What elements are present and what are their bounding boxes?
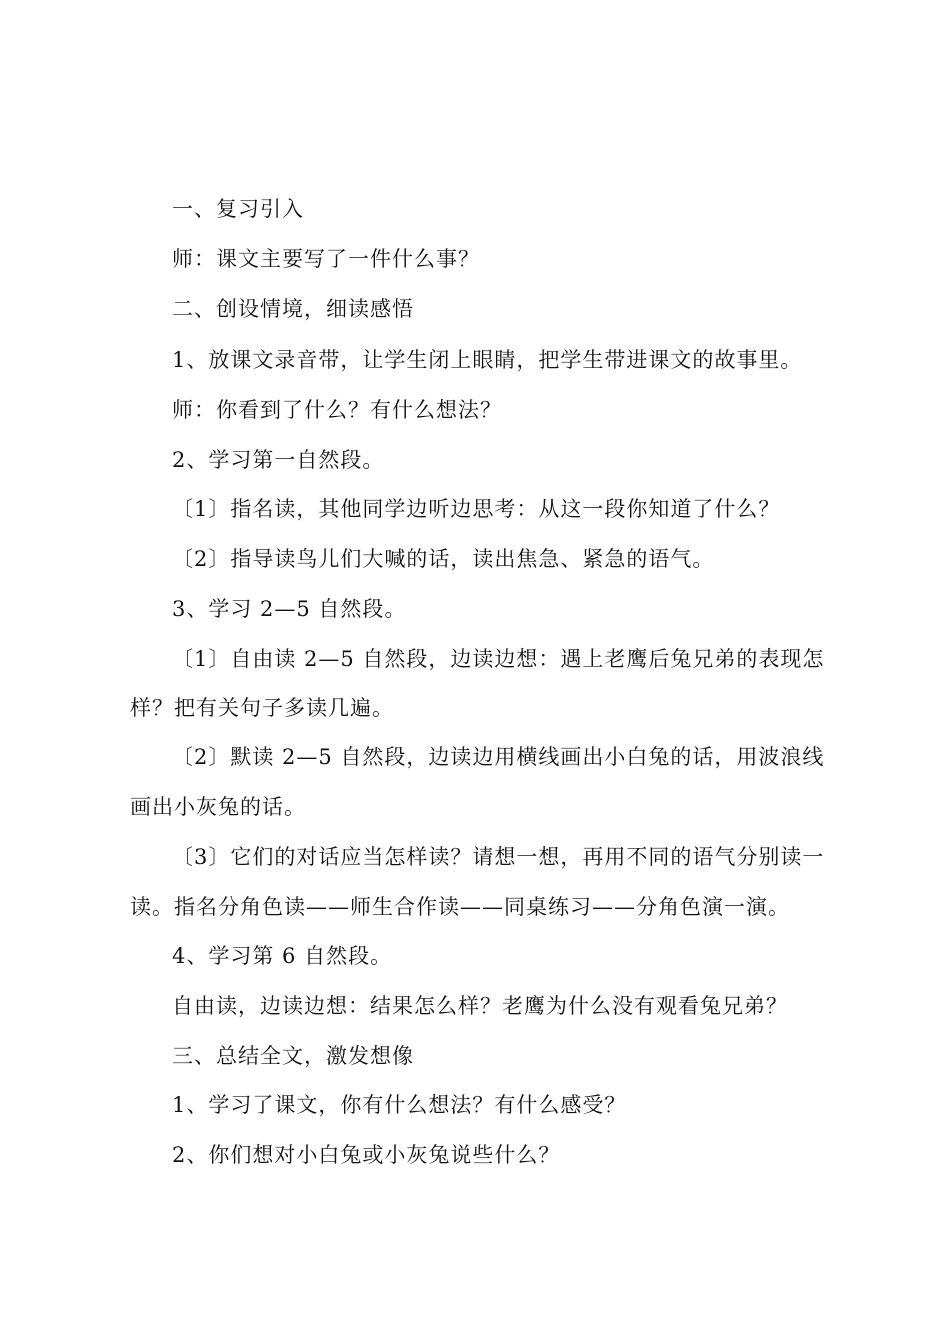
paragraph: 〔3〕它们的对话应当怎样读？请想一想，再用不同的语气分别读一 <box>172 845 825 869</box>
paragraph: 〔2〕默读 2—5 自然段，边读边用横线画出小白兔的话，用波浪线 <box>172 745 825 769</box>
paragraph: 4、学习第 6 自然段。 <box>172 944 393 968</box>
section-heading-3: 三、总结全文，激发想像 <box>172 1044 414 1068</box>
section-heading-2: 二、创设情境，细读感悟 <box>172 297 414 321</box>
paragraph: 3、学习 2—5 自然段。 <box>172 597 407 621</box>
paragraph: 师：课文主要写了一件什么事？ <box>172 247 480 271</box>
paragraph: 2、学习第一自然段。 <box>172 448 385 472</box>
paragraph-continuation: 读。指名分角色读——师生合作读——同桌练习——分角色演一演。 <box>130 895 790 919</box>
paragraph-continuation: 画出小灰兔的话。 <box>130 795 306 819</box>
paragraph: 师：你看到了什么？有什么想法？ <box>172 398 502 422</box>
paragraph-continuation: 样？把有关句子多读几遍。 <box>130 696 394 720</box>
paragraph: 〔1〕指名读，其他同学边听边思考：从这一段你知道了什么？ <box>172 497 781 521</box>
paragraph: 2、你们想对小白兔或小灰兔说些什么？ <box>172 1143 561 1167</box>
section-heading-1: 一、复习引入 <box>172 197 304 221</box>
paragraph: 1、放课文录音带，让学生闭上眼睛，把学生带进课文的故事里。 <box>172 348 803 372</box>
paragraph: 自由读，边读边想：结果怎么样？老鹰为什么没有观看兔兄弟？ <box>172 994 788 1018</box>
paragraph: 〔2〕指导读鸟儿们大喊的话，读出焦急、紧急的语气。 <box>172 547 715 571</box>
paragraph: 〔1〕自由读 2—5 自然段，边读边想：遇上老鹰后兔兄弟的表现怎 <box>172 647 825 671</box>
paragraph: 1、学习了课文，你有什么想法？有什么感受？ <box>172 1093 627 1117</box>
